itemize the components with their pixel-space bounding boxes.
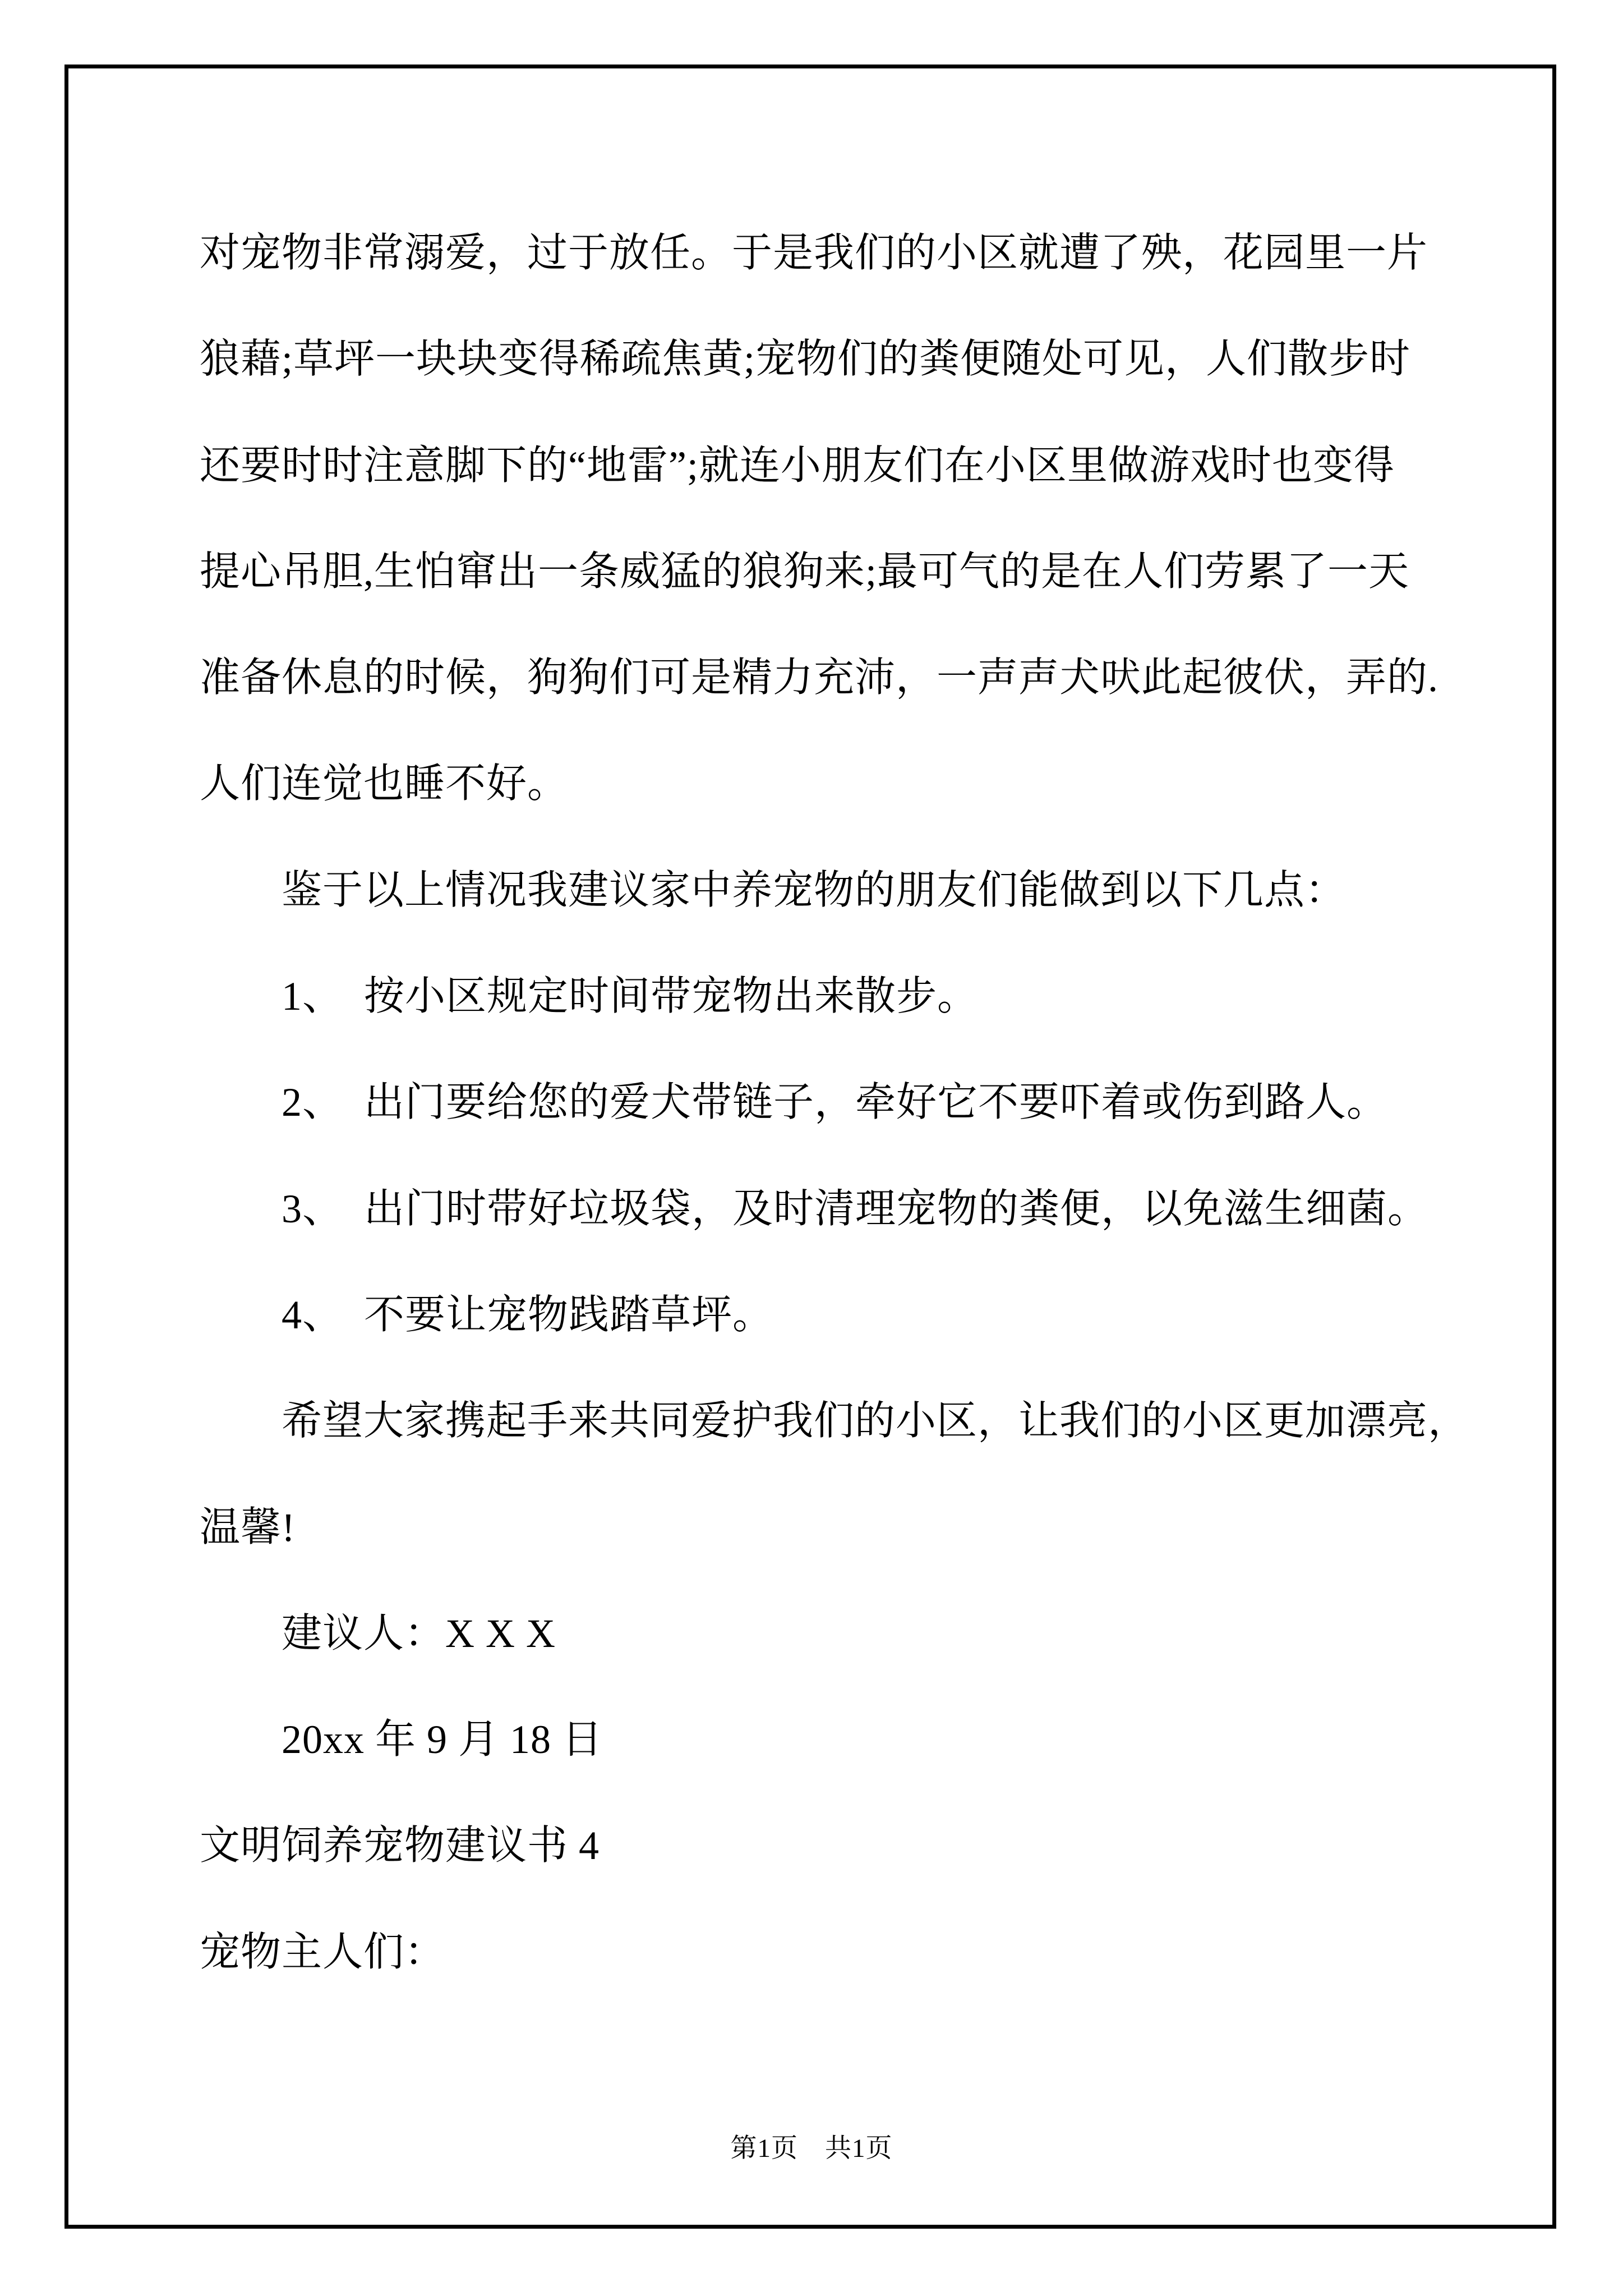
- doc-line-numbered-item: 3、 出门时带好垃圾袋，及时清理宠物的粪便，以免滋生细菌。: [282, 1186, 1429, 1231]
- page-footer: 第1页 共1页: [730, 2134, 893, 2163]
- doc-line: 提心吊胆,生怕窜出一条威猛的狼狗来;最可气的是在人们劳累了一天: [200, 549, 1410, 594]
- doc-line-numbered-item: 1、 按小区规定时间带宠物出来散步。: [282, 974, 979, 1019]
- doc-line-numbered-item: 2、 出门要给您的爱犬带链子，牵好它不要吓着或伤到路人。: [282, 1080, 1388, 1125]
- doc-line-date: 20xx 年 9 月 18 日: [282, 1717, 603, 1763]
- doc-line: 还要时时注意脚下的“地雷”;就连小朋友们在小区里做游戏时也变得: [200, 443, 1395, 488]
- doc-line-numbered-item: 4、 不要让宠物践踏草坪。: [282, 1292, 774, 1337]
- doc-line: 鉴于以上情况我建议家中养宠物的朋友们能做到以下几点：: [282, 867, 1347, 913]
- doc-line-section-title: 文明饲养宠物建议书 4: [200, 1823, 600, 1869]
- doc-line: 准备休息的时候，狗狗们可是精力充沛，一声声犬吠此起彼伏，弄的.: [200, 655, 1439, 701]
- doc-line: 对宠物非常溺爱，过于放任。于是我们的小区就遭了殃，花园里一片: [200, 231, 1428, 275]
- doc-line: 温馨!: [200, 1504, 296, 1550]
- document-body: [200, 200, 1469, 2005]
- doc-line-signature: 建议人：X X X: [282, 1611, 556, 1656]
- doc-line-salutation: 宠物主人们：: [200, 1929, 446, 1975]
- doc-line: 希望大家携起手来共同爱护我们的小区，让我们的小区更加漂亮，: [282, 1398, 1469, 1444]
- doc-line: 狼藉;草坪一块块变得稀疏焦黄;宠物们的粪便随处可见，人们散步时: [200, 337, 1411, 382]
- doc-line: 人们连觉也睡不好。: [200, 761, 569, 807]
